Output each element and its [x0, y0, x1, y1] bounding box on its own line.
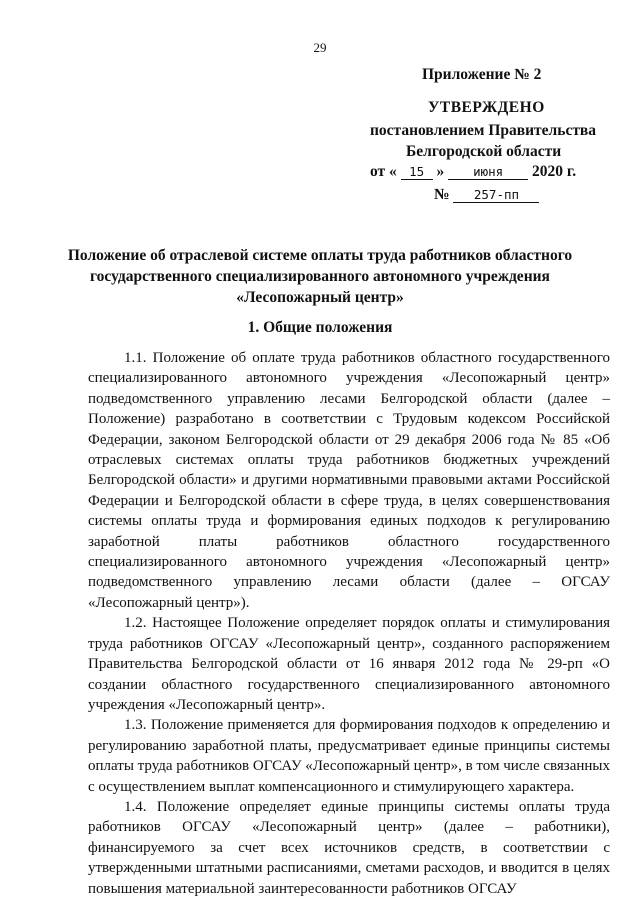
approved-stamp-label: УТВЕРЖДЕНО — [428, 99, 545, 116]
approval-date-line — [370, 163, 576, 181]
decree-line: постановлением Правительства — [370, 122, 597, 139]
number-label: № — [434, 186, 450, 203]
document-title: Положение об отраслевой системе оплаты труда работников областного государственного специализированного автономного учреждения «Лесопожарный центр» — [67, 247, 573, 306]
body-text — [88, 348, 610, 899]
region-line: Белгородской области — [406, 143, 562, 160]
page-number: 29 — [313, 40, 327, 55]
section-title: 1. Общие положения — [247, 319, 393, 336]
paragraph-1-2: 1.2. Настоящее Положение определяет порядок оплаты и стимулирования труда работников ОГСАУ «Лесопожарный центр», созданного распоряжением Правительства Белгородской области от 16 января 2012 года № 29-рп «О создании областного государственного специализированного автономного учреждения «Лесопожарный центр». — [88, 615, 610, 713]
date-prefix: от « — [370, 163, 397, 180]
date-year: 2020 г. — [532, 163, 577, 180]
date-day-field: 15 — [401, 164, 433, 180]
paragraph-1-3: 1.3. Положение применяется для формирования подходов к определению и регулированию заработной платы, предусматривает единые принципы системы оплаты труда работников ОГСАУ «Лесопожарный центр», в том числе связанных с осуществлением выплат компенсационного и стимулирующего характера. — [88, 717, 611, 795]
approval-number-field: 257-пп — [453, 187, 539, 203]
date-month-field: июня — [448, 164, 528, 180]
paragraph-1-1: 1.1. Положение об оплате труда работников областного государственного специализированного автономного учреждения «Лесопожарный центр» подведомственного управлению лесами Белгородской области (далее – Положение) разработано в соответствии с Трудовым кодексом Российской Федерации, законом Белгородской области от 29 декабря 2006 года № 85 «Об отраслевых системах оплаты труда работников бюджетных учреждений Белгородской области» и другими нормативными правовыми актами Российской Федерации и Белгородской области в сфере труда, в целях совершенствования системы оплаты труда и формирования единых подходов к регулированию заработной платы работников областного государственного специализированного автономного учреждения «Лесопожарный центр» подведомственного управлению лесами области (далее – ОГСАУ «Лесопожарный центр»). — [88, 350, 610, 611]
appendix-label: Приложение № 2 — [422, 66, 542, 83]
date-mid: » — [436, 163, 445, 180]
paragraph-1-4: 1.4. Положение определяет единые принципы системы оплаты труда работников ОГСАУ «Лесопожарный центр» (далее – работники), финансируемого за счет всех источников средств, в соответствии с утвержденными штатными расписаниями, сметами расходов, и вводится в целях повышения материальной заинтересованности работников ОГСАУ — [88, 798, 610, 897]
approval-number-line — [434, 186, 539, 204]
